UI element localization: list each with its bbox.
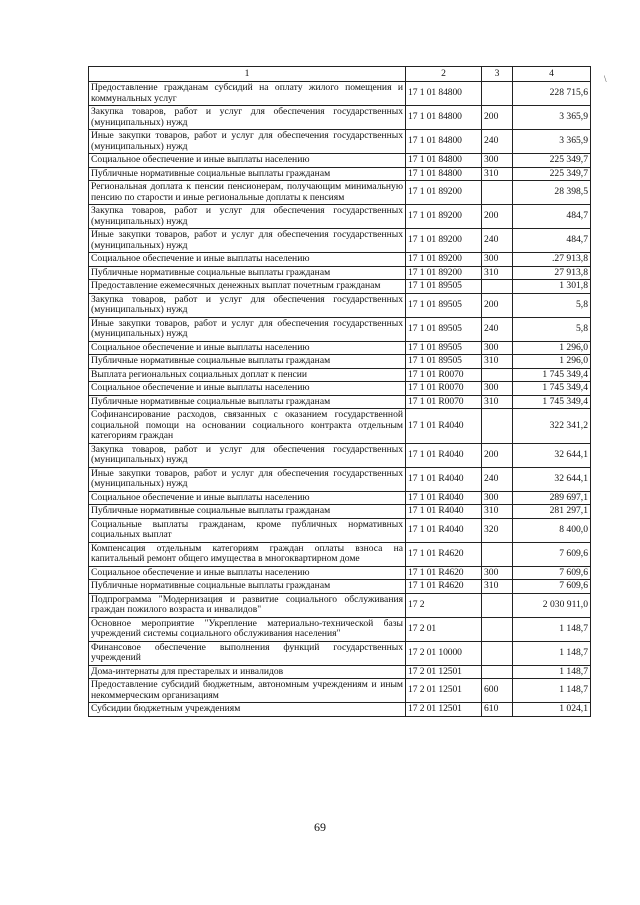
row-amount: 322 341,2 bbox=[513, 409, 591, 444]
row-name: Социальные выплаты гражданам, кроме публичных нормативных социальных выплат bbox=[89, 518, 406, 542]
row-code: 17 1 01 R4620 bbox=[406, 542, 482, 566]
row-type bbox=[482, 368, 513, 382]
row-type bbox=[482, 280, 513, 294]
table-row bbox=[89, 505, 591, 519]
row-type: 300 bbox=[482, 491, 513, 505]
row-code: 17 2 bbox=[406, 593, 482, 617]
table-row bbox=[89, 280, 591, 294]
row-type: 240 bbox=[482, 130, 513, 154]
table-row bbox=[89, 617, 591, 641]
row-type: 300 bbox=[482, 341, 513, 355]
row-amount: 7 609,6 bbox=[513, 566, 591, 580]
row-amount: 1 745 349,4 bbox=[513, 395, 591, 409]
table-row bbox=[89, 566, 591, 580]
row-code: 17 1 01 R0070 bbox=[406, 382, 482, 396]
row-code: 17 1 01 R4040 bbox=[406, 505, 482, 519]
row-name: Компенсация отдельным категориям граждан оплаты взноса на капитальный ремонт общего имущества в многоквартирном доме bbox=[89, 542, 406, 566]
row-code: 17 1 01 89505 bbox=[406, 355, 482, 369]
row-type: 310 bbox=[482, 395, 513, 409]
row-name: Иные закупки товаров, работ и услуг для обеспечения государственных (муниципальных) нужд bbox=[89, 467, 406, 491]
row-amount: 1 745 349,4 bbox=[513, 368, 591, 382]
row-code: 17 1 01 R4040 bbox=[406, 467, 482, 491]
row-name: Предоставление ежемесячных денежных выплат почетным гражданам bbox=[89, 280, 406, 294]
row-name: Финансовое обеспечение выполнения функций государственных учреждений bbox=[89, 641, 406, 665]
row-amount: 3 365,9 bbox=[513, 106, 591, 130]
header-col-3: 3 bbox=[482, 67, 513, 82]
row-name: Социальное обеспечение и иные выплаты населению bbox=[89, 382, 406, 396]
row-name: Подпрограмма "Модернизация и развитие социального обслуживания граждан пожилого возраста и инвалидов" bbox=[89, 593, 406, 617]
row-type: 200 bbox=[482, 205, 513, 229]
row-name: Предоставление субсидий бюджетным, автономным учреждениям и иным некоммерческим организациям bbox=[89, 679, 406, 703]
row-name: Основное мероприятие "Укрепление материально-технической базы учреждений системы социального обслуживания населения" bbox=[89, 617, 406, 641]
table-row bbox=[89, 703, 591, 717]
row-type: 300 bbox=[482, 566, 513, 580]
table-row bbox=[89, 106, 591, 130]
row-code: 17 1 01 R0070 bbox=[406, 368, 482, 382]
row-name: Выплата региональных социальных доплат к пенсии bbox=[89, 368, 406, 382]
row-code: 17 2 01 10000 bbox=[406, 641, 482, 665]
row-amount: 484,7 bbox=[513, 205, 591, 229]
row-code: 17 1 01 89505 bbox=[406, 293, 482, 317]
row-type: 300 bbox=[482, 154, 513, 168]
row-amount: 228 715,6 bbox=[513, 82, 591, 106]
row-amount: 1 301,8 bbox=[513, 280, 591, 294]
row-type: 200 bbox=[482, 443, 513, 467]
row-name: Иные закупки товаров, работ и услуг для обеспечения государственных (муниципальных) нужд bbox=[89, 317, 406, 341]
row-type bbox=[482, 665, 513, 679]
row-code: 17 2 01 12501 bbox=[406, 679, 482, 703]
row-name: Социальное обеспечение и иные выплаты населению bbox=[89, 491, 406, 505]
row-amount: 1 296,0 bbox=[513, 355, 591, 369]
row-name: Публичные нормативные социальные выплаты гражданам bbox=[89, 355, 406, 369]
row-type bbox=[482, 181, 513, 205]
page-number: 69 bbox=[314, 820, 326, 834]
row-type bbox=[482, 409, 513, 444]
row-code: 17 1 01 84800 bbox=[406, 130, 482, 154]
row-name: Закупка товаров, работ и услуг для обеспечения государственных (муниципальных) нужд bbox=[89, 293, 406, 317]
row-name: Закупка товаров, работ и услуг для обеспечения государственных (муниципальных) нужд bbox=[89, 443, 406, 467]
row-type: 310 bbox=[482, 505, 513, 519]
table-row bbox=[89, 467, 591, 491]
row-code: 17 1 01 R4620 bbox=[406, 566, 482, 580]
row-code: 17 1 01 89200 bbox=[406, 229, 482, 253]
row-name: Публичные нормативные социальные выплаты гражданам bbox=[89, 395, 406, 409]
table-row bbox=[89, 205, 591, 229]
row-code: 17 1 01 R0070 bbox=[406, 395, 482, 409]
row-type bbox=[482, 593, 513, 617]
table-row bbox=[89, 443, 591, 467]
row-code: 17 2 01 bbox=[406, 617, 482, 641]
row-type: 300 bbox=[482, 382, 513, 396]
row-name: Публичные нормативные социальные выплаты гражданам bbox=[89, 167, 406, 181]
row-code: 17 1 01 89200 bbox=[406, 181, 482, 205]
table-row bbox=[89, 266, 591, 280]
row-amount: 1 148,7 bbox=[513, 679, 591, 703]
row-amount: 5,8 bbox=[513, 317, 591, 341]
header-row bbox=[89, 67, 591, 82]
table-row bbox=[89, 341, 591, 355]
row-code: 17 2 01 12501 bbox=[406, 665, 482, 679]
row-name: Публичные нормативные социальные выплаты гражданам bbox=[89, 266, 406, 280]
row-name: Публичные нормативные социальные выплаты гражданам bbox=[89, 580, 406, 594]
row-code: 17 1 01 84800 bbox=[406, 154, 482, 168]
table-row bbox=[89, 641, 591, 665]
row-amount: 7 609,6 bbox=[513, 580, 591, 594]
table-row bbox=[89, 167, 591, 181]
row-code: 17 1 01 84800 bbox=[406, 82, 482, 106]
row-code: 17 1 01 89200 bbox=[406, 205, 482, 229]
row-code: 17 1 01 R4040 bbox=[406, 409, 482, 444]
row-amount: 1 148,7 bbox=[513, 617, 591, 641]
row-amount: 1 296,0 bbox=[513, 341, 591, 355]
table-row bbox=[89, 580, 591, 594]
table-row bbox=[89, 395, 591, 409]
row-name: Субсидии бюджетным учреждениям bbox=[89, 703, 406, 717]
table-row bbox=[89, 593, 591, 617]
row-type: 310 bbox=[482, 167, 513, 181]
row-amount: 2 030 911,0 bbox=[513, 593, 591, 617]
row-code: 17 1 01 84800 bbox=[406, 106, 482, 130]
header-col-1: 1 bbox=[89, 67, 406, 82]
row-type: 240 bbox=[482, 317, 513, 341]
table-row bbox=[89, 542, 591, 566]
row-name: Социальное обеспечение и иные выплаты населению bbox=[89, 566, 406, 580]
row-code: 17 1 01 R4040 bbox=[406, 491, 482, 505]
row-amount: 28 398,5 bbox=[513, 181, 591, 205]
row-type bbox=[482, 641, 513, 665]
row-amount: 7 609,6 bbox=[513, 542, 591, 566]
row-amount: 225 349,7 bbox=[513, 154, 591, 168]
table-row bbox=[89, 82, 591, 106]
row-name: Софинансирование расходов, связанных с оказанием государственной социальной помощи на основании социального контракта отдельным категориям граждан bbox=[89, 409, 406, 444]
row-type: 300 bbox=[482, 253, 513, 267]
row-code: 17 1 01 89505 bbox=[406, 317, 482, 341]
table-row bbox=[89, 130, 591, 154]
row-type: 310 bbox=[482, 355, 513, 369]
table-row bbox=[89, 253, 591, 267]
table-row bbox=[89, 154, 591, 168]
row-amount: 1 148,7 bbox=[513, 641, 591, 665]
row-name: Иные закупки товаров, работ и услуг для обеспечения государственных (муниципальных) нужд bbox=[89, 229, 406, 253]
table-row bbox=[89, 181, 591, 205]
row-type: 610 bbox=[482, 703, 513, 717]
row-amount: 8 400,0 bbox=[513, 518, 591, 542]
row-type bbox=[482, 82, 513, 106]
row-code: 17 1 01 89505 bbox=[406, 341, 482, 355]
row-name: Региональная доплата к пенсии пенсионерам, получающим минимальную пенсию по старости и иные региональные доплаты к пенсиям bbox=[89, 181, 406, 205]
row-name: Дома-интернаты для престарелых и инвалидов bbox=[89, 665, 406, 679]
row-type: 200 bbox=[482, 293, 513, 317]
header-col-4: 4 bbox=[513, 67, 591, 82]
table-row bbox=[89, 491, 591, 505]
row-code: 17 1 01 R4620 bbox=[406, 580, 482, 594]
row-amount: 289 697,1 bbox=[513, 491, 591, 505]
row-name: Предоставление гражданам субсидий на оплату жилого помещения и коммунальных услуг bbox=[89, 82, 406, 106]
row-name: Закупка товаров, работ и услуг для обеспечения государственных (муниципальных) нужд bbox=[89, 205, 406, 229]
row-type bbox=[482, 617, 513, 641]
budget-table bbox=[88, 66, 591, 717]
row-amount: 32 644,1 bbox=[513, 443, 591, 467]
table-row bbox=[89, 665, 591, 679]
stray-mark: \ bbox=[604, 74, 607, 84]
row-name: Социальное обеспечение и иные выплаты населению bbox=[89, 154, 406, 168]
table-row bbox=[89, 409, 591, 444]
row-type: 310 bbox=[482, 580, 513, 594]
row-code: 17 1 01 R4040 bbox=[406, 443, 482, 467]
row-name: Иные закупки товаров, работ и услуг для обеспечения государственных (муниципальных) нужд bbox=[89, 130, 406, 154]
row-name: Закупка товаров, работ и услуг для обеспечения государственных (муниципальных) нужд bbox=[89, 106, 406, 130]
row-type: 320 bbox=[482, 518, 513, 542]
row-type: 240 bbox=[482, 229, 513, 253]
table-row bbox=[89, 355, 591, 369]
row-amount: 281 297,1 bbox=[513, 505, 591, 519]
table-row bbox=[89, 293, 591, 317]
row-amount: 32 644,1 bbox=[513, 467, 591, 491]
row-name: Социальное обеспечение и иные выплаты населению bbox=[89, 341, 406, 355]
table-row bbox=[89, 317, 591, 341]
table-row bbox=[89, 679, 591, 703]
row-amount: 1 745 349,4 bbox=[513, 382, 591, 396]
row-code: 17 1 01 89505 bbox=[406, 280, 482, 294]
row-code: 17 1 01 89200 bbox=[406, 266, 482, 280]
row-amount: 1 024,1 bbox=[513, 703, 591, 717]
row-code: 17 2 01 12501 bbox=[406, 703, 482, 717]
row-type: 600 bbox=[482, 679, 513, 703]
row-code: 17 1 01 89200 bbox=[406, 253, 482, 267]
row-code: 17 1 01 R4040 bbox=[406, 518, 482, 542]
header-col-2: 2 bbox=[406, 67, 482, 82]
row-amount: 1 148,7 bbox=[513, 665, 591, 679]
row-type: 200 bbox=[482, 106, 513, 130]
row-amount: 225 349,7 bbox=[513, 167, 591, 181]
row-type: 310 bbox=[482, 266, 513, 280]
row-amount: 5,8 bbox=[513, 293, 591, 317]
table-body bbox=[89, 82, 591, 717]
row-amount: 27 913,8 bbox=[513, 266, 591, 280]
row-name: Социальное обеспечение и иные выплаты населению bbox=[89, 253, 406, 267]
row-amount: 3 365,9 bbox=[513, 130, 591, 154]
row-type bbox=[482, 542, 513, 566]
row-name: Публичные нормативные социальные выплаты гражданам bbox=[89, 505, 406, 519]
row-amount: 484,7 bbox=[513, 229, 591, 253]
table-row bbox=[89, 382, 591, 396]
row-amount: .27 913,8 bbox=[513, 253, 591, 267]
row-code: 17 1 01 84800 bbox=[406, 167, 482, 181]
row-type: 240 bbox=[482, 467, 513, 491]
table-row bbox=[89, 368, 591, 382]
table-row bbox=[89, 518, 591, 542]
table-row bbox=[89, 229, 591, 253]
